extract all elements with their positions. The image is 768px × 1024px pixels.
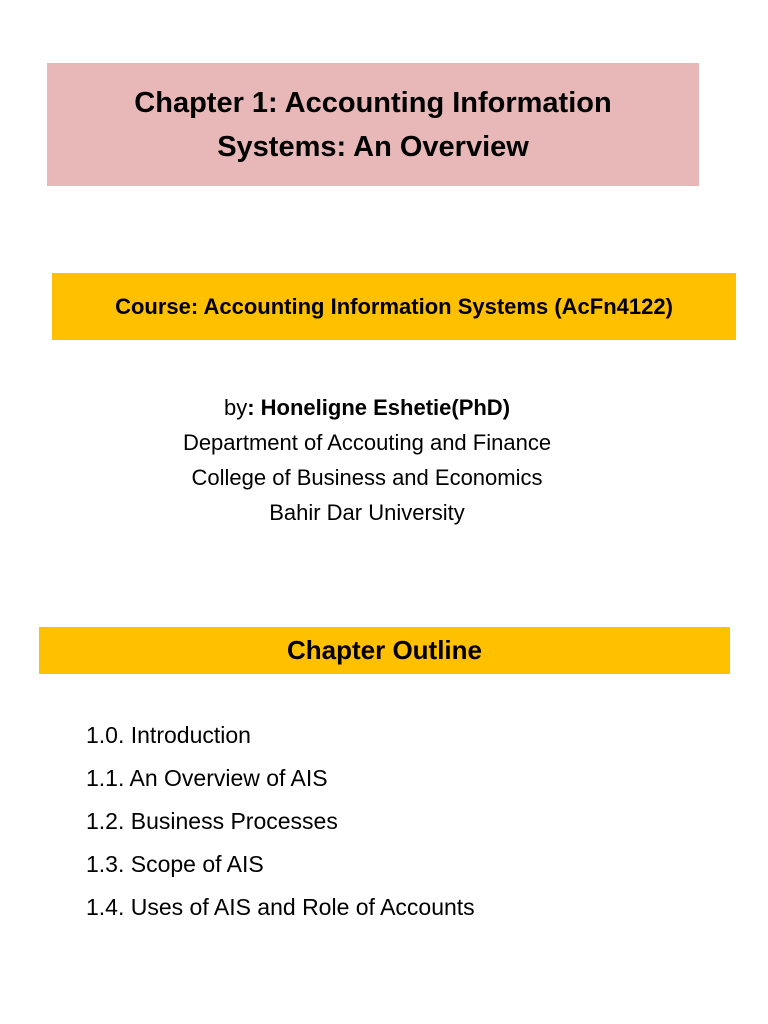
- outline-item: 1.1. An Overview of AIS: [86, 765, 328, 791]
- outline-heading: Chapter Outline: [286, 635, 482, 665]
- outline-list: [86, 714, 475, 929]
- author-name: : Honeligne Eshetie(PhD): [247, 395, 511, 420]
- outline-item: 1.3. Scope of AIS: [86, 851, 264, 877]
- university: Bahir Dar University: [269, 500, 465, 525]
- chapter-title: Chapter 1: Accounting Information Systems: An Overview: [134, 86, 612, 163]
- outline-banner: [39, 627, 730, 674]
- author-block: [0, 390, 734, 530]
- chapter-title-box: [47, 63, 699, 186]
- outline-item: 1.4. Uses of AIS and Role of Accounts: [86, 894, 475, 920]
- author-byline: [0, 390, 734, 425]
- by-prefix: by: [223, 395, 248, 420]
- outline-item: 1.0. Introduction: [86, 722, 251, 748]
- course-banner: [52, 273, 736, 340]
- college: College of Business and Economics: [191, 465, 543, 490]
- course-name: Course: Accounting Information Systems (AcFn4122): [115, 293, 673, 319]
- outline-item: 1.2. Business Processes: [86, 808, 338, 834]
- department: Department of Accouting and Finance: [182, 430, 552, 455]
